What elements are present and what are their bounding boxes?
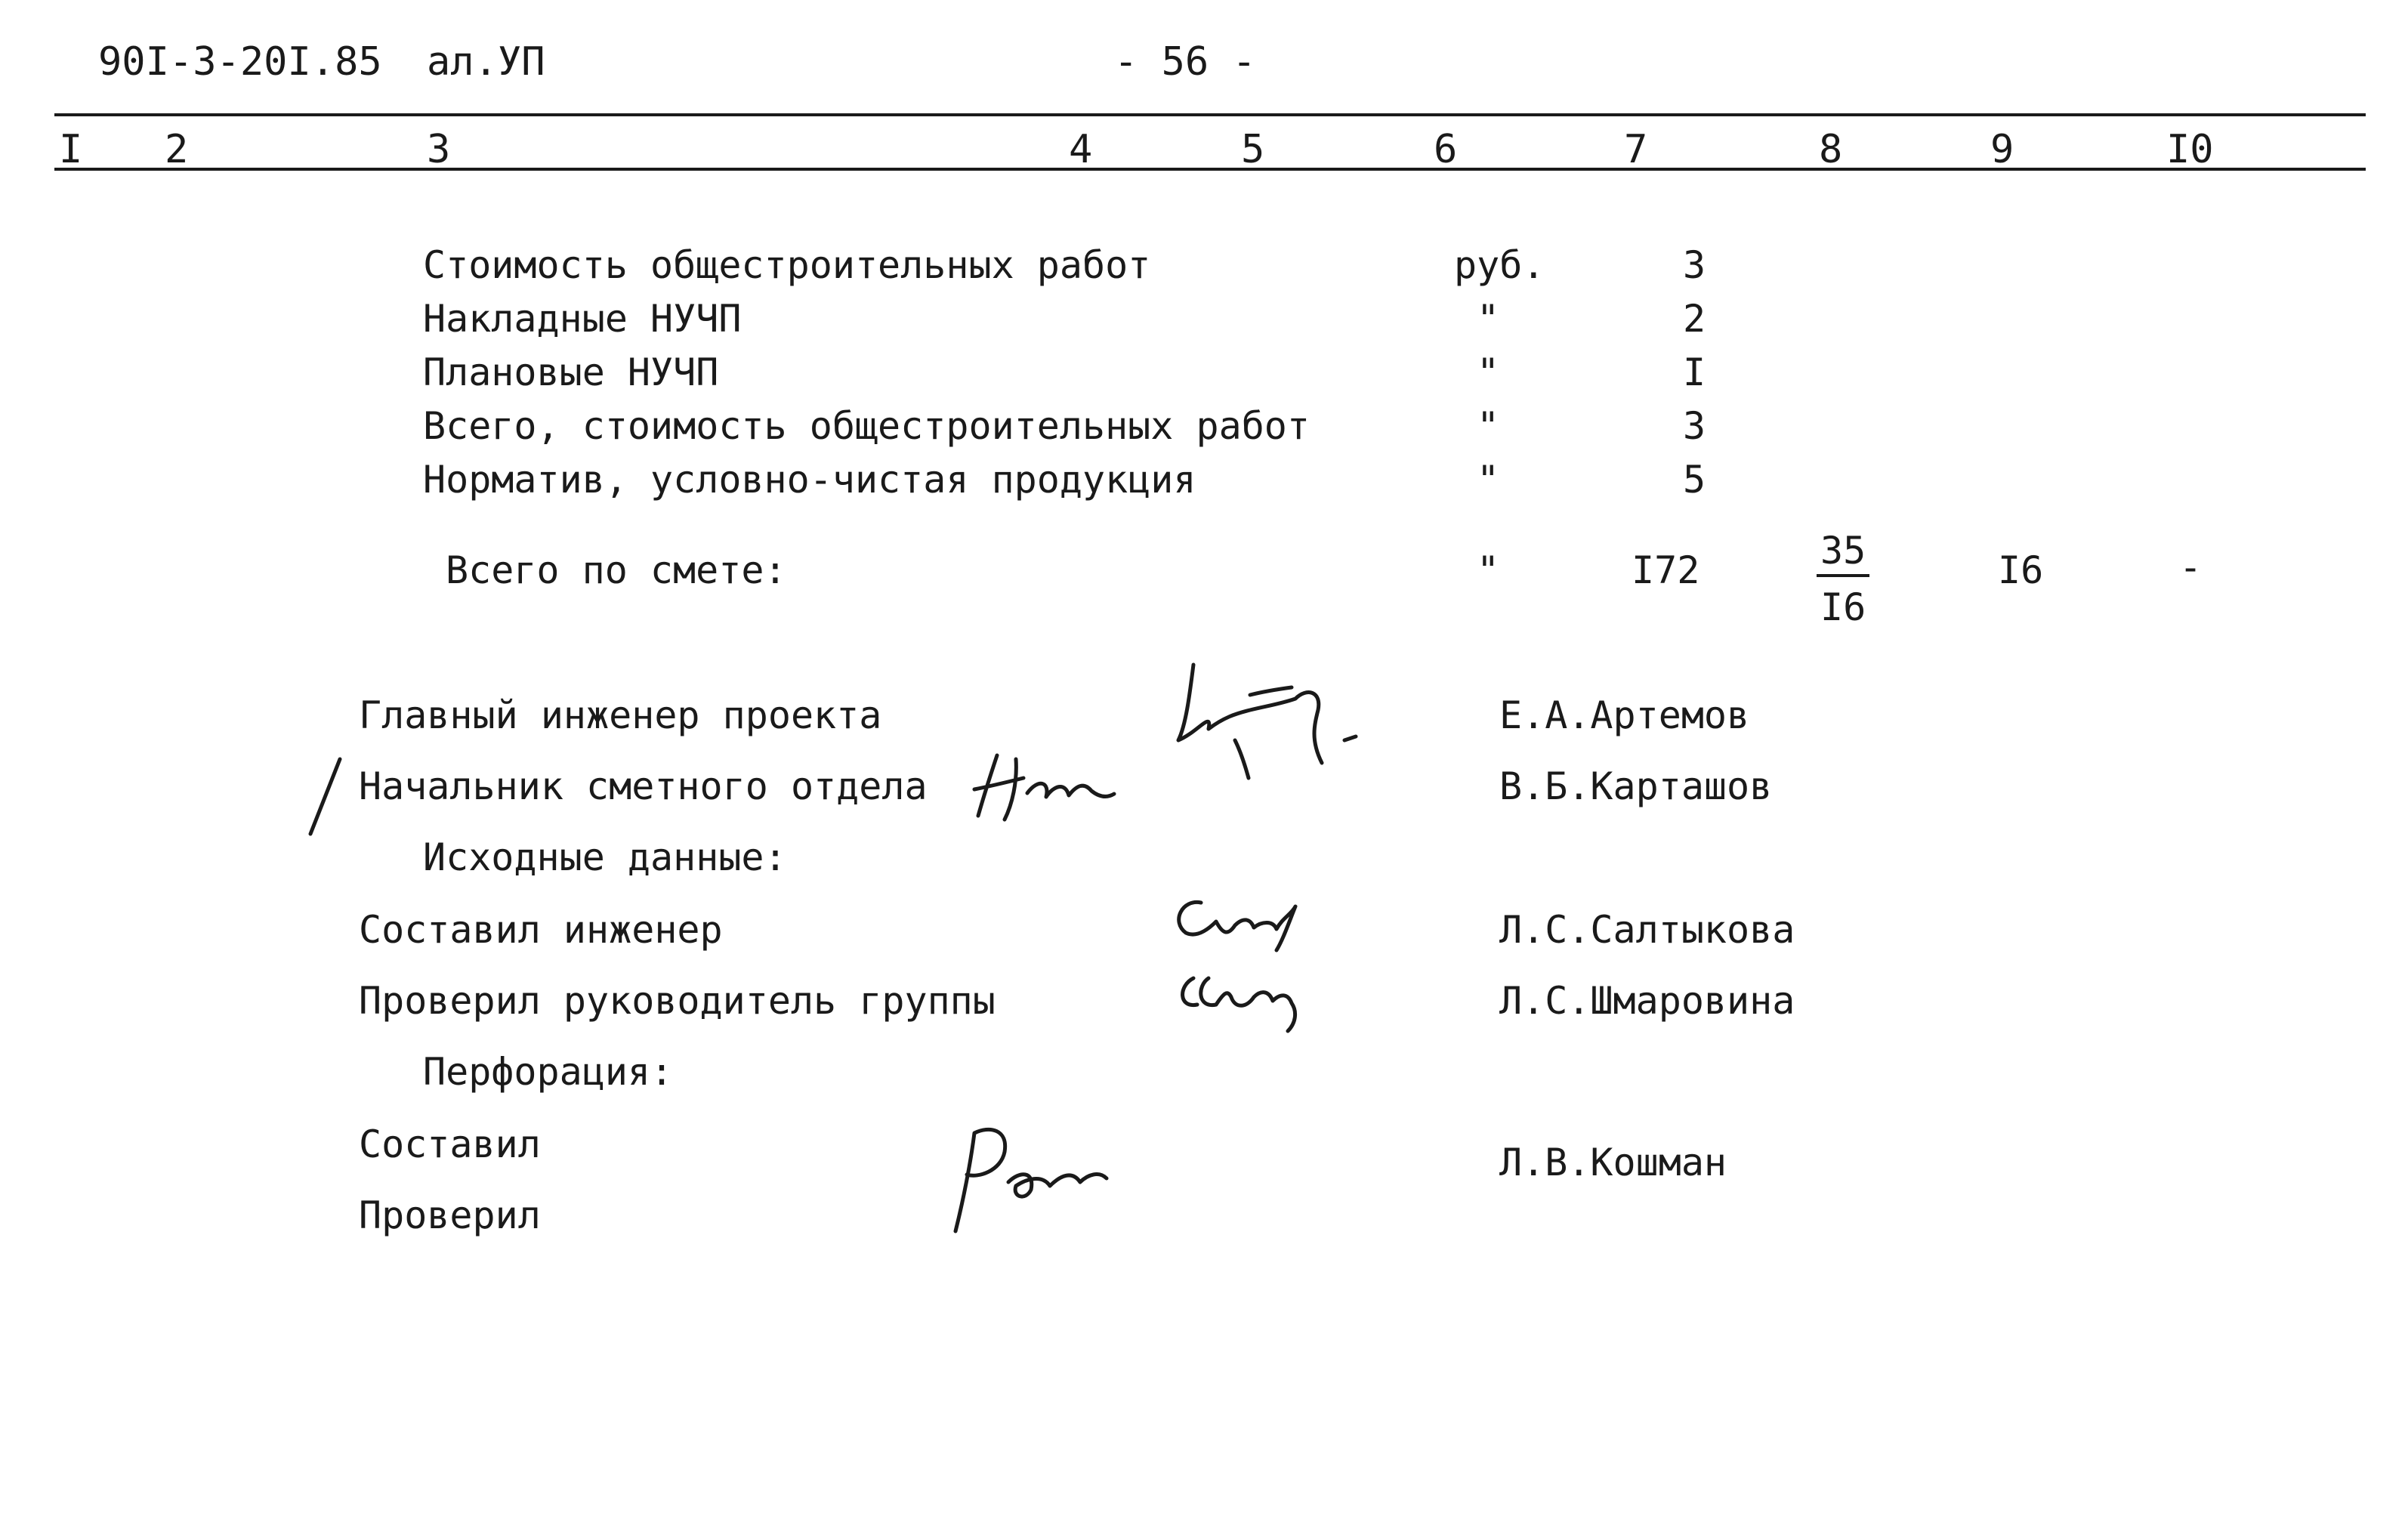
perforation-signature [937,1118,1133,1239]
column-header-7: 7 [1624,127,1648,172]
row-value: 3 [1683,404,1706,448]
total-label: Всего по смете: [446,548,787,592]
column-header-1: I [59,127,83,172]
signature-name: Л.С.Салтыкова [1499,908,1795,952]
compiler-signature [1163,891,1314,952]
row-value: 5 [1683,458,1706,502]
chief-engineer-signature [1167,657,1386,793]
group-leader-signature [1171,967,1329,1035]
margin-slash-mark [306,755,344,838]
signature-name: Л.С.Шмаровина [1499,979,1795,1023]
column-header-5: 5 [1241,127,1265,172]
row-unit: " [1477,404,1500,448]
column-header-3: 3 [427,127,451,172]
section-heading: Исходные данные: [423,835,787,879]
column-header-9: 9 [1990,127,2014,172]
row-label: Всего, стоимость общестроительных работ [423,404,1310,448]
estimate-head-signature [963,744,1129,827]
total-col9: I6 [1998,548,2044,592]
album-label: ал.УП [427,39,545,85]
signature-role: Начальник сметного отдела [359,764,928,808]
document-code: 90I-3-20I.85 [98,39,382,85]
signature-role: Главный инженер проекта [359,693,882,737]
row-value: I [1683,350,1706,394]
signature-role: Проверил [359,1193,541,1237]
column-header-4: 4 [1069,127,1093,172]
total-unit: " [1477,548,1500,592]
column-header-8: 8 [1819,127,1843,172]
signature-role: Составил инженер [359,908,723,952]
row-unit: " [1477,350,1500,394]
signature-name: В.Б.Карташов [1499,764,1773,808]
column-header-10: I0 [2166,127,2214,172]
total-col7: I72 [1632,548,1700,592]
top-rule [54,113,2366,116]
section-heading: Перфорация: [423,1050,674,1094]
column-header-2: 2 [165,127,189,172]
row-value: 2 [1683,297,1706,341]
row-label: Плановые НУЧП [423,350,719,394]
total-col8-denominator: I6 [1820,585,1866,629]
row-label: Стоимость общестроительных работ [423,243,1151,287]
row-unit: " [1477,458,1500,502]
signature-role: Составил [359,1122,541,1166]
signature-role: Проверил руководитель группы [359,979,996,1023]
row-label: Норматив, условно-чистая продукция [423,458,1196,502]
row-value: 3 [1683,243,1706,287]
signature-name: Е.А.Артемов [1499,693,1750,737]
signature-name: Л.В.Кошман [1499,1141,1727,1184]
row-unit: " [1477,297,1500,341]
column-header-rule [54,168,2366,171]
row-unit: руб. [1454,243,1545,287]
total-col10: - [2179,545,2203,589]
row-label: Накладные НУЧП [423,297,742,341]
total-col8-numerator: 35 [1820,529,1866,573]
page-number: - 56 - [1114,39,1256,85]
fraction-bar [1817,574,1869,577]
column-header-6: 6 [1434,127,1458,172]
